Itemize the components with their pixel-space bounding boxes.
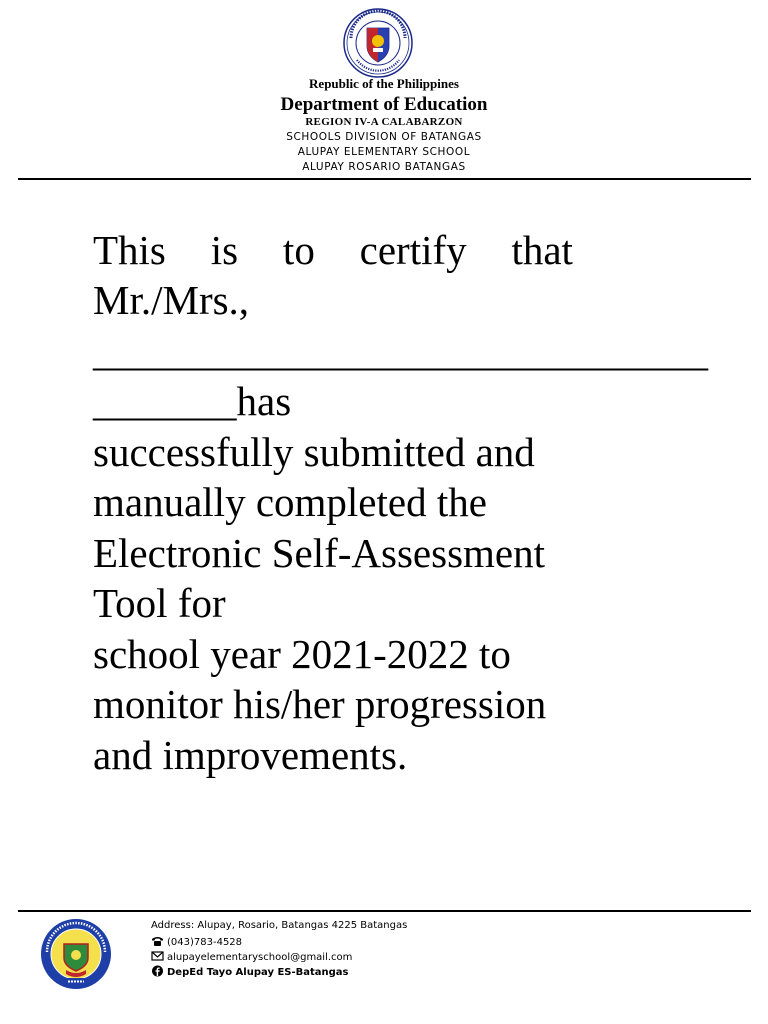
footer-phone: (043)783-4528	[167, 937, 243, 948]
republic-heading: Republic of the Philippines	[309, 76, 459, 91]
department-title: Department of Education	[280, 94, 488, 115]
locality-heading: ALUPAY ROSARIO BATANGAS	[302, 161, 466, 173]
certify-line	[93, 225, 573, 276]
name-blank-line: ______________________________	[93, 328, 708, 374]
body-line: Electronic Self-Assessment	[93, 530, 546, 576]
header-divider	[18, 178, 751, 180]
footer-facebook: DepEd Tayo Alupay ES-Batangas	[167, 967, 349, 978]
footer-email-row	[151, 950, 352, 963]
school-heading: ALUPAY ELEMENTARY SCHOOL	[297, 146, 471, 158]
salutation-line: Mr./Mrs.,	[93, 277, 250, 323]
region-heading: REGION IV-A CALABARZON	[305, 116, 463, 128]
certify-word: to	[282, 227, 315, 273]
phone-icon	[151, 935, 164, 947]
body-line: monitor his/her progression	[93, 681, 547, 727]
footer-divider	[18, 910, 751, 912]
division-heading: SCHOOLS DIVISION OF BATANGAS	[286, 131, 482, 143]
body-line: manually completed the	[93, 479, 487, 525]
certify-word: that	[511, 227, 573, 273]
body-line: and improvements.	[93, 732, 408, 778]
body-line: Tool for	[93, 580, 226, 626]
facebook-icon	[151, 965, 164, 977]
name-blank-has-line: _______has	[93, 378, 292, 424]
footer-phone-row	[151, 935, 242, 948]
school-logo-icon	[40, 918, 112, 990]
footer-facebook-row	[151, 965, 349, 978]
certify-word: certify	[359, 227, 467, 273]
body-line: successfully submitted and	[93, 429, 535, 475]
certify-word: This	[93, 227, 166, 273]
envelope-icon	[151, 950, 164, 962]
certify-word: is	[210, 227, 239, 273]
deped-seal-icon	[339, 8, 417, 78]
body-line: school year 2021-2022 to	[93, 631, 511, 677]
footer-email: alupayelementaryschool@gmail.com	[167, 952, 353, 963]
footer-address: Address: Alupay, Rosario, Batangas 4225 Batangas	[151, 920, 408, 931]
